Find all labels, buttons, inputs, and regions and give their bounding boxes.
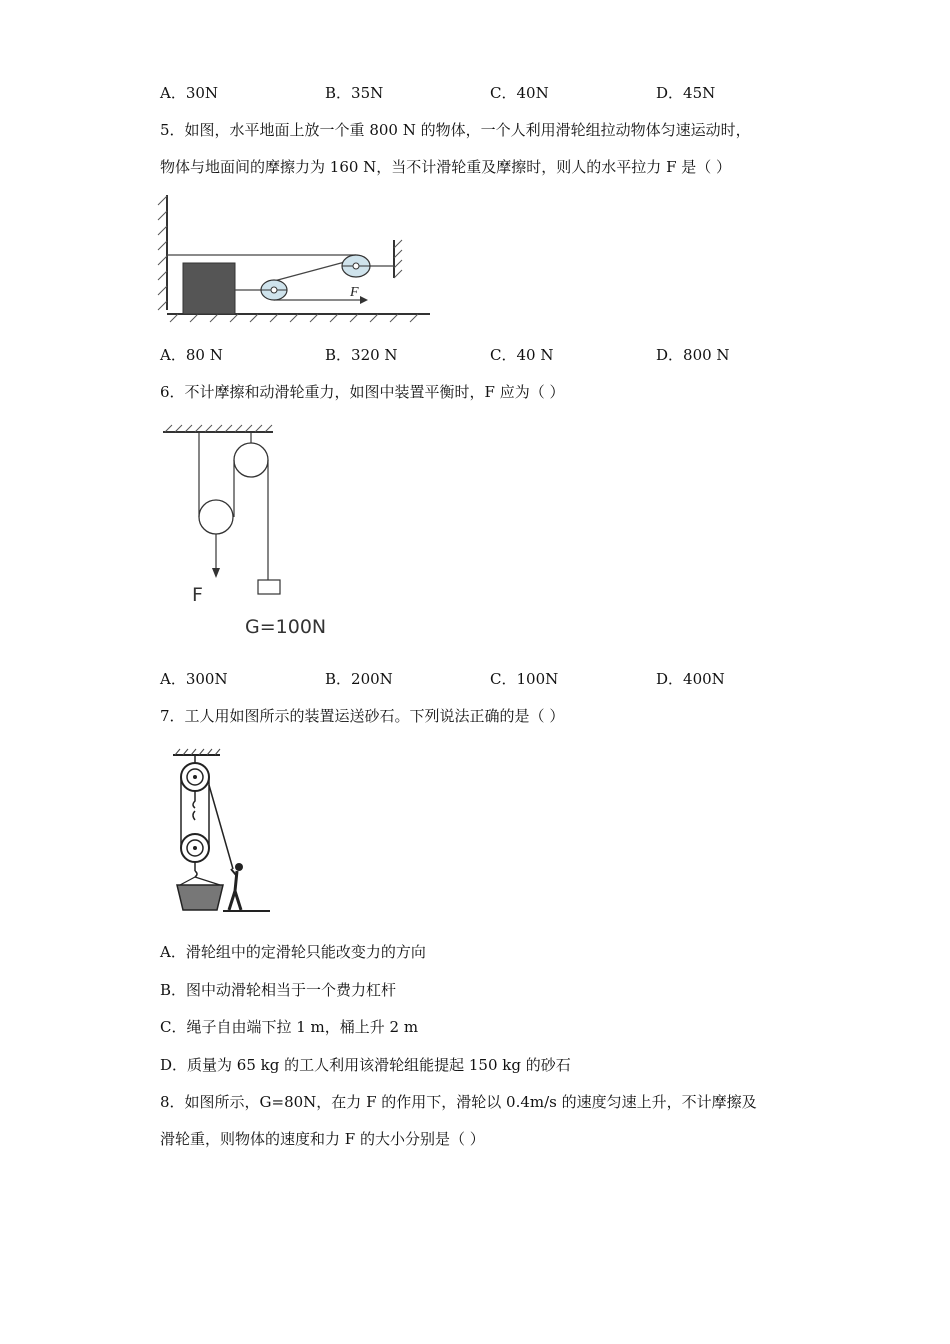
q7-option-d[interactable]: D．质量为 65 kg 的工人利用该滑轮组能提起 150 kg 的砂石 <box>160 1056 571 1074</box>
q7-option-a[interactable]: A．滑轮组中的定滑轮只能改变力的方向 <box>160 943 426 961</box>
q6-option-b[interactable]: B．200N <box>325 670 393 688</box>
q6-stem-line1: 6．不计摩擦和动滑轮重力，如图中装置平衡时，F 应为（ ） <box>160 383 565 401</box>
q7-stem-line1: 7．工人用如图所示的装置运送砂石。下列说法正确的是（ ） <box>160 707 565 725</box>
q6-option-c[interactable]: C．100N <box>490 670 559 688</box>
q6-weight-label: G=100N <box>245 616 327 638</box>
q5-stem-line2: 物体与地面间的摩擦力为 160 N，当不计滑轮重及摩擦时，则人的水平拉力 F 是（ ） <box>160 158 732 176</box>
q5-option-d[interactable]: D．800 N <box>656 346 730 364</box>
q6-option-d[interactable]: D．400N <box>656 670 725 688</box>
q6-force-label: F <box>192 584 203 606</box>
q7-worker-pulley-figure <box>165 745 285 920</box>
q8-stem-line1: 8．如图所示，G=80N，在力 F 的作用下，滑轮以 0.4m/s 的速度匀速上升，不计摩擦及 <box>160 1093 757 1111</box>
q4-option-d[interactable]: D．45N <box>656 84 716 102</box>
q5-force-label: F <box>350 285 359 300</box>
q4-option-b[interactable]: B．35N <box>325 84 384 102</box>
q7-option-b[interactable]: B．图中动滑轮相当于一个费力杠杆 <box>160 981 397 999</box>
q5-pulley-figure <box>150 190 440 325</box>
q6-option-a[interactable]: A．300N <box>160 670 228 688</box>
q5-option-a[interactable]: A．80 N <box>160 346 223 364</box>
q7-option-c[interactable]: C．绳子自由端下拉 1 m，桶上升 2 m <box>160 1018 419 1036</box>
q4-option-c[interactable]: C．40N <box>490 84 549 102</box>
q5-stem-line1: 5．如图，水平地面上放一个重 800 N 的物体，一个人利用滑轮组拉动物体匀速运动时， <box>160 121 751 139</box>
q6-pulley-figure <box>155 420 355 650</box>
q8-stem-line2: 滑轮重，则物体的速度和力 F 的大小分别是（ ） <box>160 1130 485 1148</box>
q5-option-c[interactable]: C．40 N <box>490 346 554 364</box>
q5-option-b[interactable]: B．320 N <box>325 346 398 364</box>
q4-option-a[interactable]: A．30N <box>160 84 219 102</box>
